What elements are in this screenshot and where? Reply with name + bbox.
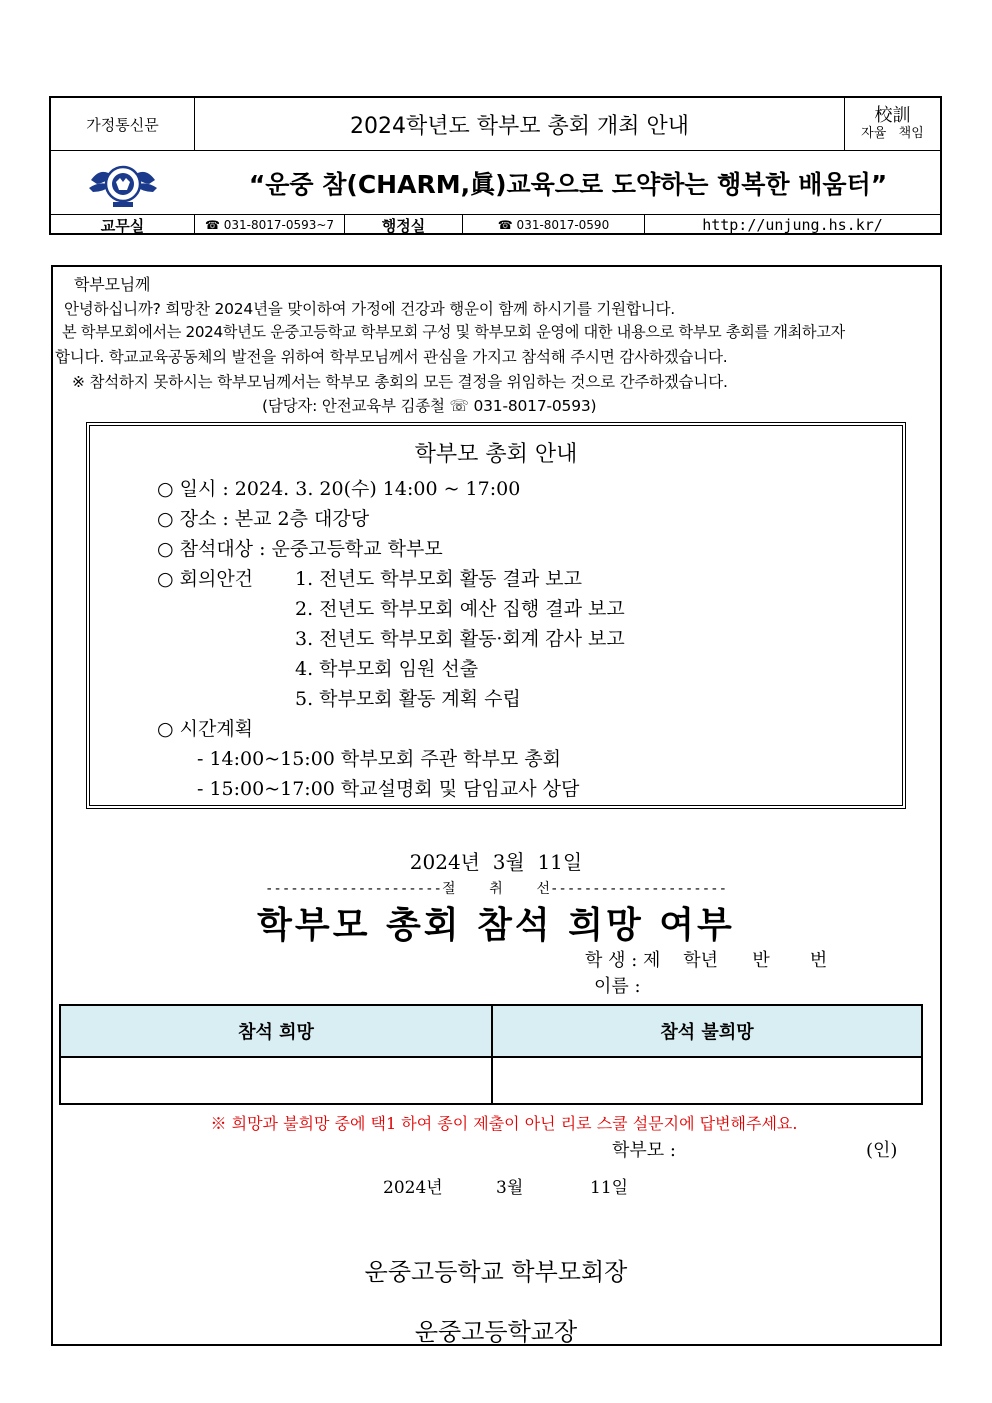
parent-signature-label: 학부모 : bbox=[612, 1140, 676, 1161]
school-motto bbox=[845, 98, 940, 150]
notice-attendees: ○ 참석대상 : 운중고등학교 학부모 bbox=[157, 538, 443, 560]
school-slogan: “운중 참(CHARM,眞)교육으로 도약하는 행복한 배움터” bbox=[248, 169, 888, 199]
agenda-item: 4. 학부모회 임원 선출 bbox=[295, 658, 479, 680]
notice-agenda-label: ○ 회의안건 bbox=[157, 568, 254, 590]
schedule-item: - 15:00~17:00 학교설명회 및 담임교사 상담 bbox=[197, 778, 580, 800]
reply-date-year: 2024년 bbox=[383, 1178, 443, 1198]
cut-line: ---------------------절 취 선--------------------- bbox=[264, 881, 727, 897]
parent-seal: (인) bbox=[866, 1140, 898, 1161]
student-name-field: 이름 : bbox=[594, 976, 641, 997]
student-info-field: 학 생 : 제 학년 반 번 bbox=[585, 950, 828, 971]
office1-phone: ☎ 031-8017-0593~7 bbox=[204, 218, 335, 232]
motto-title: 校訓 bbox=[874, 105, 911, 126]
notice-title: 학부모 총회 안내 bbox=[414, 442, 578, 467]
signature-principal: 운중고등학교장 bbox=[414, 1318, 578, 1346]
notice-place: ○ 장소 : 본교 2층 대강당 bbox=[157, 508, 370, 530]
agenda-item: 5. 학부모회 활동 계획 수립 bbox=[295, 688, 521, 710]
office2-label: 행정실 bbox=[381, 216, 426, 235]
column-attend: 참석 희망 bbox=[61, 1006, 491, 1056]
intro-line-3: 합니다. 학교교육공동체의 발전을 위하여 학부모님께서 관심을 가지고 참석해 주시면 감사하겠습니다. bbox=[55, 348, 728, 366]
agenda-item: 2. 전년도 학부모회 예산 집행 결과 보고 bbox=[295, 598, 625, 620]
agenda-item: 1. 전년도 학부모회 활동 결과 보고 bbox=[295, 568, 582, 590]
schedule-item: - 14:00~15:00 학부모회 주관 학부모 총회 bbox=[197, 748, 561, 770]
greeting: 학부모님께 bbox=[74, 275, 151, 294]
reply-date-day: 11일 bbox=[590, 1178, 629, 1198]
reply-title: 학부모 총회 참석 희망 여부 bbox=[257, 904, 735, 946]
intro-line-2: 본 학부모회에서는 2024학년도 운중고등학교 학부모회 구성 및 학부모회 운영에 대한 내용으로 학부모 총회를 개최하고자 bbox=[62, 323, 845, 341]
reply-date-month: 3월 bbox=[496, 1178, 524, 1198]
office1-label: 교무실 bbox=[100, 216, 145, 235]
school-logo bbox=[87, 158, 159, 210]
letter-category: 가정통신문 bbox=[86, 115, 159, 134]
contact-person: (담당자: 안전교육부 김종철 ☏ 031-8017-0593) bbox=[262, 397, 597, 415]
notice-schedule-label: ○ 시간계획 bbox=[157, 718, 254, 740]
absence-note: ※ 참석하지 못하시는 학부모님께서는 학부모 총회의 모든 결정을 위임하는 것으로 간주하겠습니다. bbox=[72, 373, 728, 391]
motto-words: 자율 책임 bbox=[861, 126, 924, 141]
signature-chair: 운중고등학교 학부모회장 bbox=[364, 1258, 628, 1286]
letter-title: 2024학년도 학부모 총회 개최 안내 bbox=[350, 113, 689, 139]
column-not-attend: 참석 불희망 bbox=[493, 1006, 921, 1056]
office2-phone: ☎ 031-8017-0590 bbox=[497, 218, 610, 232]
not-attend-checkbox-cell[interactable] bbox=[493, 1058, 921, 1103]
issue-date: 2024년 3월 11일 bbox=[409, 850, 583, 874]
attendance-table bbox=[59, 1004, 923, 1105]
intro-line-1: 안녕하십니까? 희망찬 2024년을 맞이하여 가정에 건강과 행운이 함께 하시기를 기원합니다. bbox=[64, 300, 676, 318]
agenda-item: 3. 전년도 학부모회 활동·회계 감사 보고 bbox=[295, 628, 625, 650]
notice-date: ○ 일시 : 2024. 3. 20(수) 14:00 ~ 17:00 bbox=[157, 478, 521, 500]
attend-checkbox-cell[interactable] bbox=[61, 1058, 491, 1103]
submission-warning: ※ 희망과 불희망 중에 택1 하여 종이 제출이 아닌 리로 스쿨 설문지에 답변해주세요. bbox=[210, 1114, 798, 1133]
letter-header bbox=[49, 96, 942, 235]
school-website-link[interactable]: http://unjung.hs.kr/ bbox=[702, 216, 883, 234]
